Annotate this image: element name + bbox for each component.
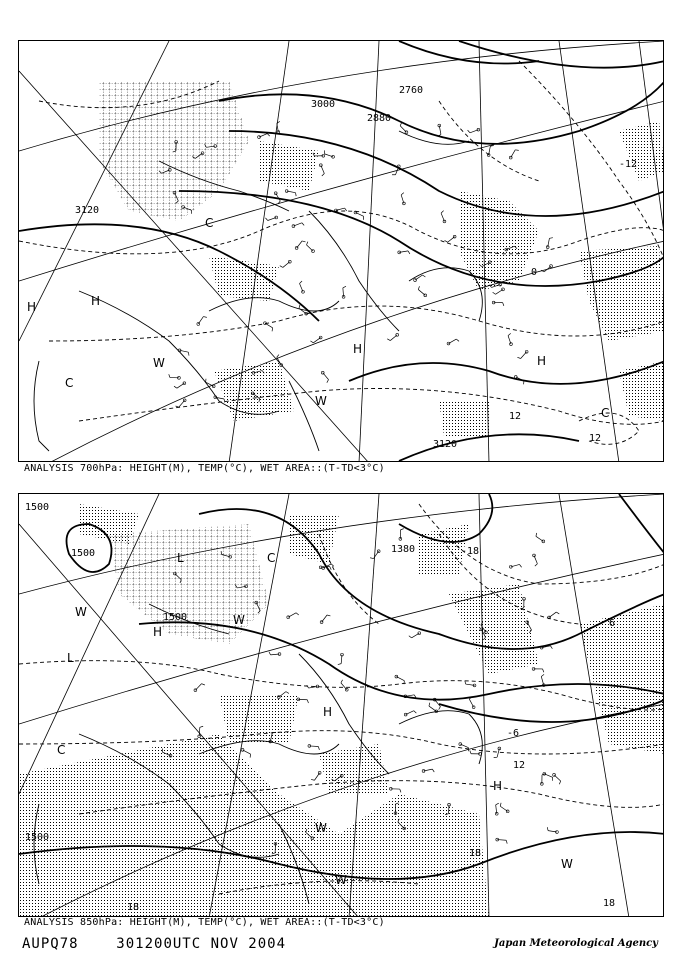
temp-label: 12 xyxy=(513,760,526,771)
wind-barb xyxy=(243,750,251,754)
chart-700hpa xyxy=(18,40,664,462)
wind-barb-flag xyxy=(423,275,426,277)
agency-name: Japan Meteorological Agency xyxy=(494,938,658,949)
wind-barb xyxy=(283,262,290,268)
temp-label: -18 xyxy=(461,546,480,557)
wind-barb xyxy=(336,208,345,210)
wind-barb-flag xyxy=(493,292,496,294)
station-mark xyxy=(472,706,475,709)
wind-barb-flag xyxy=(338,664,341,665)
height-label: 1500 xyxy=(25,832,50,843)
temp-label: 18 xyxy=(603,898,616,909)
wind-barb xyxy=(300,283,303,291)
height-label: 1500 xyxy=(25,502,50,513)
wind-barb-flag xyxy=(203,317,206,318)
wind-barb-flag xyxy=(302,223,304,226)
wind-barb-flag xyxy=(543,669,544,672)
wind-barb xyxy=(355,212,363,216)
wind-barb-flag xyxy=(400,123,401,126)
cold-center: C xyxy=(57,743,66,757)
wind-barb xyxy=(406,711,414,715)
wind-barb-flag xyxy=(556,612,559,614)
terrain-700 xyxy=(99,81,249,221)
wind-barb-flag xyxy=(307,700,308,703)
wind-barb-flag xyxy=(414,711,417,713)
wind-barb xyxy=(511,564,520,566)
caption-850hpa: ANALYSIS 850hPa: HEIGHT(M), TEMP(°C), WET AREA::(T-TD<3°C) xyxy=(24,917,385,928)
wind-barb-flag xyxy=(300,281,303,283)
cold-center: C xyxy=(205,216,214,230)
station-mark xyxy=(302,290,305,293)
temp-label: -12 xyxy=(619,159,638,170)
wind-barb-flag xyxy=(341,680,343,683)
wind-barb-flag xyxy=(267,134,269,136)
wind-barb-flag xyxy=(370,558,373,559)
wind-barb-flag xyxy=(277,355,279,358)
map-850hpa xyxy=(19,494,664,917)
bulletin-code: AUPQ78 xyxy=(22,936,79,952)
wind-barb-flag xyxy=(169,374,170,377)
wind-barb-flag xyxy=(456,339,459,341)
wind-barb-flag xyxy=(536,533,537,536)
height-label: 3000 xyxy=(311,99,336,110)
wind-barb xyxy=(500,806,507,811)
wind-barb xyxy=(448,237,455,243)
wind-barb-flag xyxy=(559,781,560,784)
bulletin-header xyxy=(22,936,286,952)
wind-barb-flag xyxy=(331,564,334,566)
cold-center: C xyxy=(65,376,74,390)
wind-barb-flag xyxy=(296,193,297,196)
wind-barb-flag xyxy=(302,241,305,242)
cold-center: C xyxy=(267,551,276,565)
wind-barb-flag xyxy=(408,251,410,254)
wind-barb xyxy=(396,677,404,681)
wind-barb xyxy=(441,213,444,221)
wind-barb-flag xyxy=(400,529,403,530)
wind-barb xyxy=(418,290,425,296)
temp-label: 18 xyxy=(469,848,482,859)
wind-barb-flag xyxy=(286,692,289,694)
temp-label: 12 xyxy=(509,411,522,422)
wind-barb-flag xyxy=(176,406,179,407)
wind-barb xyxy=(495,289,503,294)
wind-barb xyxy=(323,373,329,380)
wind-barb xyxy=(511,150,516,158)
wind-barb-flag xyxy=(343,286,346,288)
wind-barb xyxy=(293,223,301,226)
wind-barb xyxy=(276,193,281,201)
wind-barb xyxy=(497,748,499,757)
wind-barb xyxy=(325,154,334,157)
temp-label: -6 xyxy=(507,728,520,739)
wind-barb xyxy=(297,241,303,248)
wet-area-700 xyxy=(209,121,664,436)
wind-barb-flag xyxy=(327,615,330,616)
wind-barb-flag xyxy=(387,339,390,341)
wind-barb xyxy=(549,612,556,617)
height-label: 1380 xyxy=(391,544,416,555)
wind-barb-flag xyxy=(318,747,319,750)
warm-center: W xyxy=(153,356,165,370)
high-center: H xyxy=(353,342,363,356)
temp-label: 6 xyxy=(609,618,616,629)
wind-barb xyxy=(448,339,456,343)
wind-barb xyxy=(198,317,203,324)
wind-barb xyxy=(177,383,184,388)
wind-barb-flag xyxy=(311,779,314,780)
wind-barb xyxy=(544,774,552,778)
wind-barb-flag xyxy=(439,707,441,710)
high-center: H xyxy=(91,294,101,308)
wind-barb xyxy=(521,352,527,359)
wind-barb-flag xyxy=(345,208,347,211)
wind-barb xyxy=(435,700,441,707)
wind-barb xyxy=(401,195,404,204)
wind-barb-flag xyxy=(330,567,332,570)
wind-barb xyxy=(534,555,537,563)
bulletin-time: 301200UTC NOV 2004 xyxy=(116,936,287,952)
wind-barb-flag xyxy=(174,386,177,388)
terrain-850 xyxy=(109,524,269,644)
wind-barb-flag xyxy=(470,750,471,753)
wind-barb xyxy=(195,684,201,691)
wind-barb-flag xyxy=(224,399,225,402)
wind-barb-flag xyxy=(496,803,499,805)
wind-barb xyxy=(314,773,319,780)
height-label: 2880 xyxy=(367,113,392,124)
wind-barb-flag xyxy=(500,803,501,806)
wind-barb-flag xyxy=(401,193,404,195)
wind-barb-flag xyxy=(409,636,412,638)
wind-barb xyxy=(536,536,543,541)
wind-barb-flag xyxy=(269,652,271,655)
wind-barb xyxy=(321,165,324,173)
wind-barb xyxy=(412,633,420,638)
wind-barb xyxy=(460,744,468,748)
wind-barb xyxy=(265,323,273,328)
wind-barb-flag xyxy=(299,305,300,308)
low-center: L xyxy=(177,551,184,565)
warm-center: W xyxy=(75,605,87,619)
wind-barb xyxy=(259,134,267,138)
high-center: H xyxy=(153,625,163,639)
wind-barb-flag xyxy=(429,703,430,706)
wind-barb xyxy=(469,699,473,707)
wind-barb xyxy=(470,130,478,133)
wind-barb-flag xyxy=(432,769,434,772)
cold-center: C xyxy=(601,406,610,420)
wind-barb-flag xyxy=(327,380,329,383)
wind-barb xyxy=(544,266,551,272)
wind-barb xyxy=(390,335,397,341)
wind-barb-flag xyxy=(418,286,419,289)
wind-barb xyxy=(322,615,327,622)
wind-barb-flag xyxy=(441,211,444,213)
wind-barb-flag xyxy=(188,352,189,355)
wind-barb xyxy=(508,336,511,345)
temp-label: 12 xyxy=(589,433,602,444)
high-center: H xyxy=(323,705,333,719)
wind-barb-flag xyxy=(550,646,552,649)
warm-center: W xyxy=(233,613,245,627)
wind-barb-flag xyxy=(272,328,273,331)
wind-barb-flag xyxy=(307,242,308,245)
wind-barb-flag xyxy=(468,130,470,133)
height-label: 3120 xyxy=(433,439,458,450)
wind-barb xyxy=(541,677,543,686)
wind-barb xyxy=(288,613,296,617)
wind-barb-flag xyxy=(445,240,448,242)
wind-barb xyxy=(307,245,313,251)
wind-barb-flag xyxy=(310,341,313,343)
wind-barb-flag xyxy=(322,174,325,176)
wind-barb-flag xyxy=(517,357,520,358)
wind-barb xyxy=(268,217,276,220)
wind-barb-flag xyxy=(549,238,552,239)
wind-barb-flag xyxy=(508,333,511,335)
wind-barb xyxy=(179,400,185,407)
wind-barb xyxy=(400,126,406,132)
wind-barb-flag xyxy=(296,613,299,615)
warm-center: W xyxy=(315,821,327,835)
low-center: L xyxy=(67,651,74,665)
warm-center: W xyxy=(335,873,347,887)
temp-label: 18 xyxy=(127,902,140,913)
station-mark xyxy=(404,713,407,716)
height-label: 3120 xyxy=(75,205,100,216)
wind-barb-flag xyxy=(520,564,522,567)
wind-barb-flag xyxy=(280,266,283,268)
wind-barb-flag xyxy=(307,685,309,688)
station-mark xyxy=(459,743,462,746)
height-label: 2760 xyxy=(399,85,424,96)
height-label: 1500 xyxy=(71,548,96,559)
wind-barb-flag xyxy=(535,564,538,566)
warm-center: W xyxy=(561,857,573,871)
high-center: H xyxy=(537,354,547,368)
wind-barb-flag xyxy=(506,840,507,843)
height-label: 1500 xyxy=(163,612,188,623)
wind-barb-flag xyxy=(503,303,504,306)
wind-barb-flag xyxy=(541,674,544,676)
station-mark xyxy=(533,554,536,557)
wind-barb-flag xyxy=(202,684,205,685)
warm-center: W xyxy=(315,394,327,408)
high-center: H xyxy=(493,779,503,793)
wind-barb-flag xyxy=(400,789,401,792)
pressure-centers-700 xyxy=(27,294,546,368)
chart-850hpa xyxy=(18,493,664,917)
wind-barb-flag xyxy=(200,726,203,727)
map-700hpa xyxy=(19,41,664,462)
wind-barb xyxy=(341,683,347,690)
wind-barb xyxy=(554,775,561,781)
high-center: H xyxy=(27,300,37,314)
temp-label: 0 xyxy=(531,267,538,278)
wind-barb-flag xyxy=(265,218,267,221)
wind-barb-flag xyxy=(515,150,518,151)
wind-barb xyxy=(429,706,436,711)
caption-700hpa: ANALYSIS 700hPa: HEIGHT(M), TEMP(°C), WET AREA::(T-TD<3°C) xyxy=(24,463,385,474)
wind-barb-flag xyxy=(547,827,548,830)
